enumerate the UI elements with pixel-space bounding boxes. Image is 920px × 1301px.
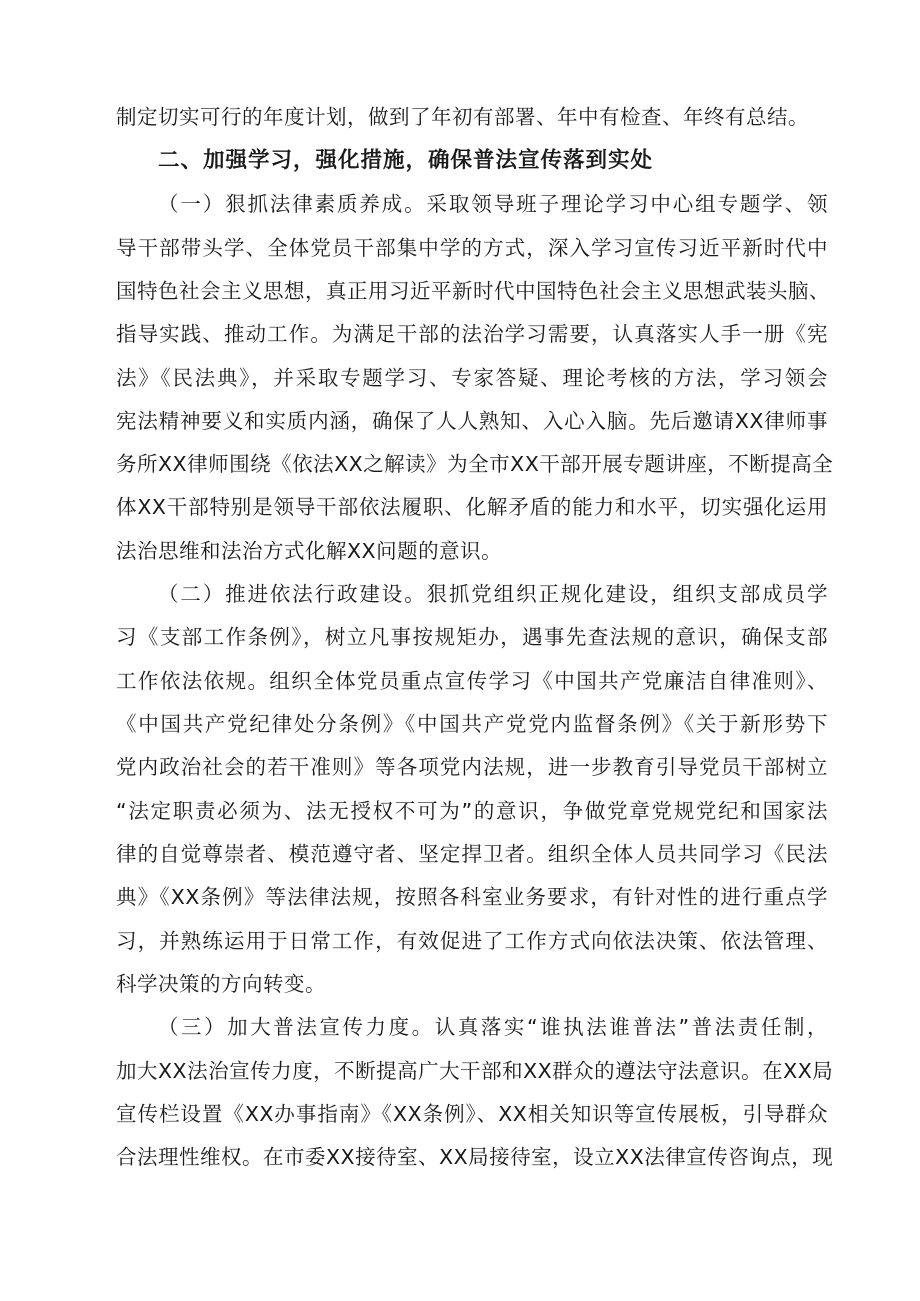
- paragraph-line: 习，并熟练运用于日常工作，有效促进了工作方式向依法决策、依法管理、: [116, 929, 828, 953]
- paragraph-line: 加大XX法治宣传力度，不断提高广大干部和XX群众的遵法守法意识。在XX局: [116, 1059, 834, 1083]
- paragraph-line: 国特色社会主义思想，真正用习近平新时代中国特色社会主义思想武装头脑、: [116, 279, 830, 303]
- paragraph-line: 律的自觉尊崇者、模范遵守者、坚定捍卫者。组织全体人员共同学习《民法: [116, 842, 828, 866]
- paragraph-line: 务所XX律师围绕《依法XX之解读》为全市XX干部开展专题讲座，不断提高全: [116, 452, 834, 476]
- paragraph-line: “法定职责必须为、法无授权不可为”的意识，争做党章党规党纪和国家法: [116, 799, 828, 823]
- paragraph-line: 《中国共产党纪律处分条例》《中国共产党党内监督条例》《关于新形势下: [116, 712, 828, 736]
- paragraph-line: （二）推进依法行政建设。狠抓党组织正规化建设，组织支部成员学: [158, 582, 828, 606]
- section-heading: 二、加强学习，强化措施，确保普法宣传落到实处: [158, 148, 654, 173]
- paragraph-line: 宪法精神要义和实质内涵，确保了人人熟知、入心入脑。先后邀请XX律师事: [116, 409, 828, 433]
- paragraph-line: 指导实践、推动工作。为满足干部的法治学习需要，认真落实人手一册《宪: [116, 322, 828, 346]
- paragraph-line: 法》《民法典》，并采取专题学习、专家答疑、理论考核的方法，学习领会: [116, 366, 828, 390]
- paragraph-line: （三）加大普法宣传力度。认真落实“谁执法谁普法”普法责任制，: [158, 1015, 828, 1039]
- paragraph-line: 习《支部工作条例》，树立凡事按规矩办，遇事先查法规的意识，确保支部: [116, 625, 828, 649]
- paragraph-line: 典》《XX条例》等法律法规，按照各科室业务要求，有针对性的进行重点学: [116, 885, 828, 909]
- paragraph-line: 导干部带头学、全体党员干部集中学的方式，深入学习宣传习近平新时代中: [116, 236, 828, 260]
- paragraph-line: 合法理性维权。在市委XX接待室、XX局接待室，设立XX法律宣传咨询点，现: [116, 1145, 834, 1169]
- paragraph-line: 体XX干部特别是领导干部依法履职、化解矛盾的能力和水平，切实强化运用: [116, 495, 828, 519]
- paragraph-line: 制定切实可行的年度计划，做到了年初有部署、年中有检查、年终有总结。: [116, 105, 809, 129]
- paragraph-line: 法治思维和法治方式化解XX问题的意识。: [116, 539, 503, 563]
- paragraph-line: （一）狠抓法律素质养成。采取领导班子理论学习中心组专题学、领: [158, 192, 828, 216]
- paragraph-line: 党内政治社会的若干准则》等各项党内法规，进一步教育引导党员干部树立: [116, 755, 828, 779]
- paragraph-line: 科学决策的方向转变。: [116, 972, 326, 996]
- paragraph-line: 宣传栏设置《XX办事指南》《XX条例》、XX相关知识等宣传展板，引导群众: [116, 1102, 828, 1126]
- paragraph-line: 工作依法依规。组织全体党员重点宣传学习《中国共产党廉洁自律准则》、: [116, 669, 828, 693]
